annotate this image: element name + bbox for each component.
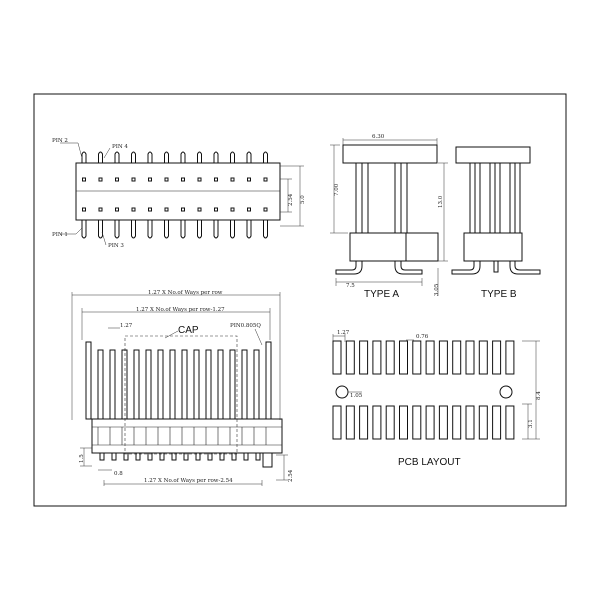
- dim-7-5: 7.5: [346, 283, 355, 289]
- cap-label: CAP: [178, 325, 199, 336]
- side-pin: [206, 350, 211, 419]
- top-pin-upper: [115, 152, 119, 163]
- pcb-pad-upper: [386, 341, 394, 374]
- top-pin-pad-lower: [116, 208, 119, 211]
- top-pin-lower: [115, 220, 119, 238]
- pcb-dim-1-27: 1.27: [337, 330, 350, 336]
- pcb-pad-upper: [373, 341, 381, 374]
- pcb-layout: [333, 330, 542, 468]
- pcb-dim-3-1: 3.1: [528, 419, 534, 428]
- top-pin-lower: [181, 220, 185, 238]
- pcb-pad-lower: [400, 406, 408, 439]
- top-pin-pad-lower: [264, 208, 267, 211]
- top-pin-lower: [264, 220, 268, 238]
- bottom-stub: [256, 453, 260, 460]
- top-pin-upper: [132, 152, 136, 163]
- label-pin4: PIN 4: [112, 144, 128, 150]
- dim-5-0: 5.0: [300, 195, 306, 204]
- pcb-pad-lower: [346, 406, 354, 439]
- side-pin: [242, 350, 247, 419]
- pcb-pad-lower: [466, 406, 474, 439]
- top-pin-pad-upper: [99, 178, 102, 181]
- pcb-hole-right: [500, 386, 512, 398]
- bottom-stub: [100, 453, 104, 460]
- label-pin2: PIN 2: [52, 138, 68, 144]
- top-pin-upper: [82, 152, 86, 163]
- top-pin-pad-lower: [165, 208, 168, 211]
- type-b-label: TYPE B: [481, 289, 517, 300]
- top-pin-lower: [214, 220, 218, 238]
- pcb-pad-lower: [333, 406, 341, 439]
- pcb-pad-upper: [506, 341, 514, 374]
- pcb-layout-label: PCB LAYOUT: [398, 457, 461, 468]
- dim-bottom-right: 2.54: [288, 469, 294, 482]
- cap-outline: [125, 336, 237, 454]
- dim-3-05: 3.05: [434, 283, 440, 296]
- side-pin: [122, 350, 127, 419]
- top-pin-pad-lower: [149, 208, 152, 211]
- pcb-pad-upper: [360, 341, 368, 374]
- pcb-pad-upper: [426, 341, 434, 374]
- pcb-pad-upper: [493, 341, 501, 374]
- dim-6-30: 6.30: [372, 134, 385, 140]
- side-pin: [254, 350, 259, 419]
- side-pin: [218, 350, 223, 419]
- pcb-pad-lower: [413, 406, 421, 439]
- side-pin: [110, 350, 115, 419]
- label-pin3: PIN 3: [108, 243, 124, 249]
- pcb-pad-upper: [333, 341, 341, 374]
- dim-2-54: 2.54: [288, 193, 294, 206]
- dim-row-bottom: 1.27 X No.of Ways per row-2.54: [144, 478, 233, 484]
- top-pin-upper: [231, 152, 235, 163]
- top-pin-lower: [148, 220, 152, 238]
- type-a-label: TYPE A: [364, 289, 400, 300]
- pcb-pad-lower: [439, 406, 447, 439]
- top-pin-pad-upper: [116, 178, 119, 181]
- side-pin: [182, 350, 187, 419]
- dim-7-00: 7.00: [334, 183, 340, 196]
- top-pin-upper: [198, 152, 202, 163]
- side-pin: [194, 350, 199, 419]
- top-pin-lower: [231, 220, 235, 238]
- pcb-pad-lower: [493, 406, 501, 439]
- side-pin: [170, 350, 175, 419]
- pcb-dim-0-76: 0.76: [416, 334, 429, 340]
- top-pin-lower: [82, 220, 86, 238]
- top-pin-pad-lower: [99, 208, 102, 211]
- pcb-pad-upper: [466, 341, 474, 374]
- top-pin-pad-upper: [231, 178, 234, 181]
- top-pin-pad-upper: [165, 178, 168, 181]
- top-pin-pad-upper: [198, 178, 201, 181]
- drawing-frame: [34, 94, 566, 506]
- pin-note: PIN0.805Q: [230, 323, 261, 329]
- side-pin: [134, 350, 139, 419]
- top-pin-lower: [247, 220, 251, 238]
- top-pin-lower: [132, 220, 136, 238]
- dim-13-0: 13.0: [438, 195, 444, 208]
- pcb-hole-left: [336, 386, 348, 398]
- top-pin-lower: [198, 220, 202, 238]
- top-pin-pad-upper: [248, 178, 251, 181]
- top-pin-upper: [247, 152, 251, 163]
- top-pin-upper: [214, 152, 218, 163]
- pcb-dim-8-4: 8.4: [536, 391, 542, 400]
- side-pin: [158, 350, 163, 419]
- top-pin-pad-lower: [83, 208, 86, 211]
- side-pin: [230, 350, 235, 419]
- pcb-pad-upper: [346, 341, 354, 374]
- pcb-pad-lower: [360, 406, 368, 439]
- pcb-pad-lower: [479, 406, 487, 439]
- pcb-pad-lower: [386, 406, 394, 439]
- top-pin-pad-lower: [231, 208, 234, 211]
- top-pin-upper: [99, 152, 103, 163]
- pcb-pad-lower: [506, 406, 514, 439]
- bottom-stub: [112, 453, 116, 460]
- top-pin-pad-upper: [83, 178, 86, 181]
- pcb-pad-lower: [373, 406, 381, 439]
- side-pin: [146, 350, 151, 419]
- label-pin1: PIN 1: [52, 232, 68, 238]
- side-pin: [86, 342, 91, 419]
- pcb-pad-upper: [453, 341, 461, 374]
- pcb-pad-lower: [453, 406, 461, 439]
- pcb-pad-upper: [439, 341, 447, 374]
- top-pin-pad-upper: [215, 178, 218, 181]
- side-pin: [98, 350, 103, 419]
- top-pin-upper: [181, 152, 185, 163]
- top-pin-pad-lower: [182, 208, 185, 211]
- pcb-pad-upper: [400, 341, 408, 374]
- top-pin-upper: [264, 152, 268, 163]
- top-pin-upper: [148, 152, 152, 163]
- side-pin: [266, 342, 271, 419]
- type-a-view: [330, 134, 448, 300]
- type-b-view: [452, 147, 540, 300]
- dim-1-5: 1.5: [79, 454, 85, 463]
- side-view: [72, 290, 294, 486]
- pcb-pad-upper: [479, 341, 487, 374]
- top-pin-upper: [165, 152, 169, 163]
- dim-row-minus: 1.27 X No.of Ways per row-1.27: [136, 307, 225, 313]
- top-pin-pad-upper: [132, 178, 135, 181]
- top-view: [52, 138, 306, 249]
- top-pin-pad-lower: [132, 208, 135, 211]
- pcb-pad-lower: [426, 406, 434, 439]
- top-pin-lower: [99, 220, 103, 238]
- pcb-pad-upper: [413, 341, 421, 374]
- top-pin-lower: [165, 220, 169, 238]
- top-pin-pad-lower: [198, 208, 201, 211]
- top-pin-pad-upper: [149, 178, 152, 181]
- bottom-stub: [244, 453, 248, 460]
- top-pin-pad-lower: [215, 208, 218, 211]
- top-pin-pad-upper: [182, 178, 185, 181]
- top-pin-pad-lower: [248, 208, 251, 211]
- pcb-hole-dim: 1.05: [350, 393, 363, 399]
- top-pin-pad-upper: [264, 178, 267, 181]
- dim-0-8: 0.8: [114, 471, 123, 477]
- dim-row-total: 1.27 X No.of Ways per row: [148, 290, 223, 296]
- dim-1-27: 1.27: [120, 323, 133, 329]
